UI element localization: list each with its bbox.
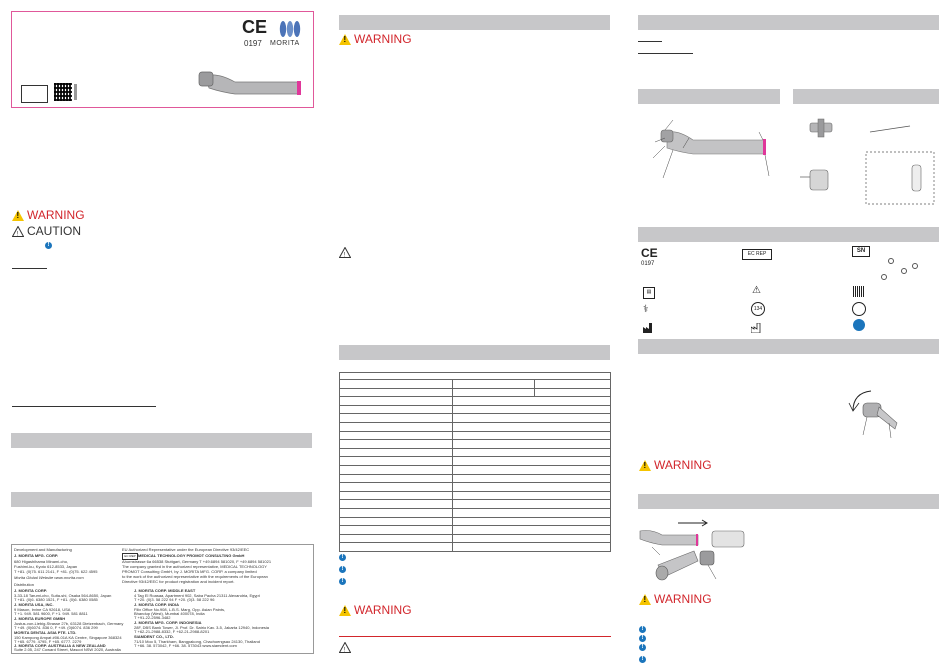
- eu-line: PROMOT Consulting GmbH, by J. MORITA MFG. CORP. a company limited: [122, 569, 257, 574]
- warning-word: WARNING: [654, 458, 712, 472]
- parts-diagram: [645, 120, 775, 185]
- info-icon: !: [339, 554, 346, 561]
- info-icon: !: [339, 578, 346, 585]
- warning-icon: [339, 34, 351, 45]
- warning-signal-right-1: [639, 458, 712, 472]
- temperature-icon: ⚠: [752, 285, 761, 296]
- rotation-diagram: [845, 383, 900, 438]
- eu-line: Ahornstrasse 6a 66538 Stuttgart, Germany T +49.6894 581020, F +49.6894 581021: [122, 559, 272, 564]
- table-row: [340, 526, 611, 535]
- distributor-right-2: J. MORITA CORP. INDIA: [134, 602, 180, 607]
- distributor-left-3-line: T +49. (0)6074. 836 0, F +49. (0)6074. 836 299: [14, 625, 98, 630]
- distributor-right-2-line: Bhandup (West), Mumbai 400078, India: [134, 611, 205, 616]
- table-row: [340, 414, 611, 423]
- manufacturer-address-3: T +81. (0)75. 611 2141, F +81. (0)75. 622 4595: [14, 569, 98, 574]
- section-underline: [12, 268, 47, 269]
- distributor-right-3-line: 28F, DBS Bank Tower, Jl. Prof. Dr. Satrio Kav. 3-5, Jakarta 12940, Indonesia: [134, 625, 270, 630]
- distributor-left-4: MORITA DENTAL ASIA PTE. LTD.: [14, 630, 77, 635]
- distributor-left-3: J. MORITA EUROPE GMBH: [14, 616, 66, 621]
- warning-word: WARNING: [27, 208, 85, 222]
- section-header-accessories: [793, 89, 939, 104]
- brand-name: MORITA: [270, 40, 300, 47]
- table-row: [340, 380, 611, 389]
- table-row: [340, 508, 611, 517]
- distributor-left-5: J. MORITA CORP. AUSTRALIA & NEW ZEALAND: [14, 643, 106, 648]
- table-row: [340, 483, 611, 492]
- caution-icon: [339, 247, 351, 258]
- connection-diagram: [638, 515, 748, 593]
- section-header-operation: [638, 339, 939, 354]
- distributor-left-3-line: Justus-von-Liebig-Strasse 27b, 63128 Dietzenbach, Germany: [14, 621, 124, 626]
- circle-icon: [888, 258, 894, 264]
- section-header-right-1: [638, 15, 939, 30]
- warning-icon: [639, 460, 651, 471]
- eu-line: to the work of the authorized representative with the requirements of the European: [122, 574, 268, 579]
- table-row: [340, 474, 611, 483]
- qr-code: [54, 83, 72, 101]
- distributor-right-1-line: 4 Tag El Roasaa, Apartment 902, Saba Pacha 21311 Alexandria, Egypt: [134, 593, 260, 598]
- warning-signal-left: [12, 208, 85, 222]
- ec-rep-symbol: EC REP: [122, 553, 138, 560]
- table-row: [340, 465, 611, 474]
- warning-signal-right-2: [639, 592, 712, 606]
- distributor-left-2: J. MORITA USA, INC.: [14, 602, 54, 607]
- distributor-left-2-line: T +1. 949. 581 9600, F +1. 949. 581 8811: [14, 611, 88, 616]
- barcode-icon: [853, 286, 864, 297]
- warning-word: WARNING: [354, 603, 412, 617]
- table-row: [340, 491, 611, 500]
- info-icon: !: [639, 644, 646, 651]
- distributor-left-2-line: 9 Mason, Irvine CA 92618, USA: [14, 607, 71, 612]
- distributor-right-4-line: T +66. 38. 573042, F +66. 38. 573043 www.siamdent.com: [134, 643, 237, 648]
- ce-mark: CE: [242, 17, 268, 37]
- caution-icon: [12, 226, 24, 237]
- table-row: [340, 373, 611, 380]
- morita-logo: [278, 20, 302, 38]
- manufacture-date-icon: [751, 320, 763, 330]
- table-row: [340, 500, 611, 509]
- distributor-right-2-line: T +91-22-2596-3482: [134, 615, 171, 620]
- section-header-connection: [638, 494, 939, 509]
- circle-icon: [881, 274, 887, 280]
- instruction-icon: [853, 319, 865, 331]
- right-underline-1: [638, 41, 662, 42]
- section-header-left-2: [11, 492, 312, 507]
- table-row: [340, 457, 611, 466]
- autoclave-icon: 134: [751, 302, 765, 316]
- info-icon: !: [639, 635, 646, 642]
- warning-word: WARNING: [354, 32, 412, 46]
- accessories-diagram: [800, 115, 940, 205]
- caution-word: CAUTION: [27, 224, 81, 238]
- ce-number: 0197: [244, 39, 262, 48]
- circle-icon: [901, 268, 907, 274]
- warning-icon: [639, 594, 651, 605]
- manufacturer-heading: Development and Manufacturing: [14, 547, 72, 552]
- caution-icon: [339, 642, 351, 653]
- table-row: [340, 431, 611, 440]
- manufacturer-address-2: Fushimi-ku, Kyoto 612-8533, Japan: [14, 564, 78, 569]
- eu-line: Directive 93/42/EEC for product registration and incident report.: [122, 579, 235, 584]
- svg-text:!: !: [343, 252, 346, 258]
- footnote-rule: [12, 406, 156, 407]
- section-header-mid-2: [339, 345, 610, 360]
- distributor-left-5-line: Suite 2.05, 247 Coward Street, Mascot NSW 2020, Australia: [14, 647, 121, 652]
- distributor-left-4-line: 150 Kampong Ampat #06-01A KA Centre, Singapore 368324: [14, 635, 122, 640]
- qr-caption: [74, 84, 77, 100]
- distributor-right-1: J. MORITA CORP. MIDDLE EAST: [134, 588, 196, 593]
- section-header-left-1: [11, 433, 312, 448]
- ce-symbol: CE: [641, 246, 658, 260]
- handpiece-image: [195, 60, 310, 100]
- warning-word: WARNING: [654, 592, 712, 606]
- table-row: [340, 422, 611, 431]
- manufacturer-name: J. MORITA MFG. CORP.: [14, 553, 59, 558]
- lot-box: [21, 85, 48, 103]
- info-icon: !: [339, 566, 346, 573]
- caution-signal-left: [12, 224, 81, 238]
- table-row: [340, 534, 611, 543]
- right-underline-2: [638, 53, 693, 54]
- table-row: [340, 543, 611, 552]
- circle-icon: [912, 263, 918, 269]
- section-header-parts: [638, 89, 780, 104]
- svg-text:!: !: [343, 647, 346, 653]
- product-label: [11, 11, 314, 108]
- manufacturer-address-1: 680 Higashihama Minami-cho,: [14, 559, 69, 564]
- distributor-left-1-line: 3-33-18 Tarumi-cho, Suita-shi, Osaka 564-8650, Japan: [14, 593, 112, 598]
- warning-rule: [339, 636, 611, 637]
- info-icon: !: [639, 656, 646, 663]
- info-icon: !: [639, 626, 646, 633]
- distributor-right-4-line: 71/10 Moo 5, Tharkham, Bangpakong, Chachoengsao 24130, Thailand: [134, 639, 260, 644]
- distributor-right-1-line: T +20. (0)3. 58 222 94 F +20. (0)3. 58 222 96: [134, 597, 215, 602]
- user-manual-icon: ▤: [643, 287, 655, 299]
- table-row: [340, 448, 611, 457]
- pressure-icon: [852, 302, 866, 316]
- svg-text:!: !: [16, 231, 19, 237]
- table-row: [340, 440, 611, 449]
- global-website: Morita Global Website www.morita.com: [14, 575, 84, 580]
- ce-symbol-number: 0197: [641, 261, 655, 267]
- distributor-left-1-line: T +81. (0)6. 6380 1521, F +81. (0)6. 6380 0585: [14, 597, 98, 602]
- distributor-right-2-line: Filix Office No.908, L.B.S. Marg, Opp. Asian Paints,: [134, 607, 226, 612]
- section-header-mid-1: [339, 15, 610, 30]
- warning-signal-mid: [339, 32, 412, 46]
- table-row: [340, 405, 611, 414]
- warning-icon: [339, 605, 351, 616]
- serial-number-icon: SN: [852, 246, 870, 257]
- eu-name: MEDICAL TECHNOLOGY PROMOT CONSULTING GmbH: [138, 553, 245, 558]
- distributor-right-3: J. MORITA MFG. CORP. INDONESIA: [134, 620, 202, 625]
- info-icon: !: [45, 242, 52, 249]
- section-header-symbols: [638, 227, 939, 242]
- distributor-right-3-line: T +62-21-2988-8332, F +62-21-2988-8201: [134, 629, 210, 634]
- table-row: [340, 397, 611, 406]
- warning-icon: [12, 210, 24, 221]
- distributor-right-4: SIAMDENT CO., LTD.: [134, 634, 174, 639]
- manufacturer-box: [11, 544, 314, 654]
- humidity-icon: ⚕: [643, 304, 649, 315]
- ec-rep-icon: EC REP: [742, 249, 772, 260]
- warning-signal-mid-2: [339, 603, 412, 617]
- eu-line: The company granted in the authorized representative, MEDICAL TECHNOLOGY: [122, 564, 267, 569]
- table-row: [340, 517, 611, 526]
- eu-heading: EU Authorized Representative under the European Directive 93/42/EEC: [122, 547, 250, 552]
- distributor-left-1: J. MORITA CORP.: [14, 588, 48, 593]
- table-row: [340, 388, 611, 397]
- distribution-heading: Distribution: [14, 582, 35, 587]
- specification-table: [339, 372, 611, 552]
- manufacturer-icon: [643, 320, 655, 330]
- distributor-left-4-line: T +65. 6779. 4795, F +65. 6777. 2279: [14, 639, 82, 644]
